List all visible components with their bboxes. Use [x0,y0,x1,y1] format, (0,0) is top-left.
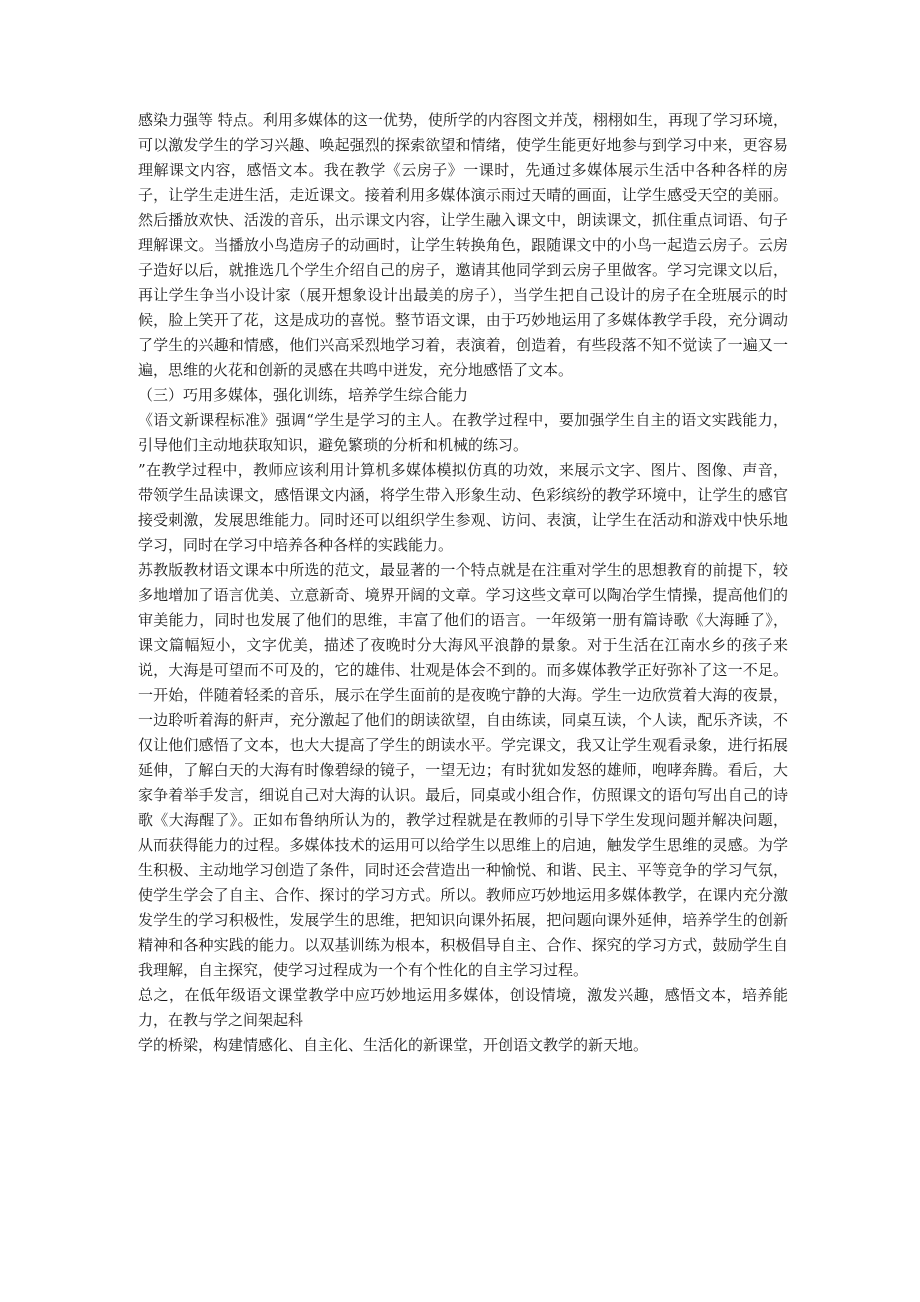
paragraph-textbook-example: 苏教版教材语文课本中所选的范文，最显著的一个特点就是在注重对学生的思想教育的前提下，较多地增加了语言优美、立意新奇、境界开阔的文章。学习这些文章可以陶冶学生情操，提高他们的审美能力，同时也发展了他们的思维，丰富了他们的语言。一年级第一册有篇诗歌《大海睡了》，课文篇幅短小，文字优美，描述了夜晚时分大海风平浪静的景象。对于生活在江南水乡的孩子来说，大海是可望而不可及的，它的雄伟、壮观是体会不到的。而多媒体教学正好弥补了这一不足。一开始，伴随着轻柔的音乐，展示在学生面前的是夜晚宁静的大海。学生一边欣赏着大海的夜景，一边聆听着海的鼾声，充分激起了他们的朗读欲望，自由练读，同桌互读，个人读，配乐齐读，不仅让他们感悟了文本，也大大提高了学生的朗读水平。学完课文，我又让学生观看录象，进行拓展延伸，了解白天的大海有时像碧绿的镜子，一望无边；有时犹如发怒的雄师，咆哮奔腾。看后，大家争着举手发言，细说自己对大海的认识。最后，同桌或小组合作，仿照课文的语句写出自己的诗歌《大海醒了》。正如布鲁纳所认为的，教学过程就是在教师的引导下学生发现问题并解决问题，从而获得能力的过程。多媒体技术的运用可以给学生以思维上的启迪，触发学生思维的灵感。为学生积极、主动地学习创造了条件，同时还会营造出一种愉悦、和谐、民主、平等竞争的学习气氛，使学生学会了自主、合作、探讨的学习方式。所以。教师应巧妙地运用多媒体教学，在课内充分激发学生的学习积极性，发展学生的思维，把知识向课外拓展，把问题向课外延伸，培养学生的创新精神和各种实践的能力。以双基训练为根本，积极倡导自主、合作、探究的学习方式，鼓励学生自我理解，自主探究，使学习过程成为一个有个性化的自主学习过程。 [138,561,788,979]
paragraph-curriculum-standard: 《语文新课程标准》强调“学生是学习的主人。在教学过程中，要加强学生自主的语文实践能力，引导他们主动地获取知识，避免繁琐的分析和机械的练习。 [138,411,788,454]
paragraph-teaching-process: ”在教学过程中，教师应该利用计算机多媒体模拟仿真的功效，来展示文字、图片、图像、声音，带领学生品读课文，感悟课文内涵，将学生带入形象生动、色彩缤纷的教学环境中，让学生的感官接受刺激，发展思维能力。同时还可以组织学生参观、访问、表演，让学生在活动和游戏中快乐地学习，同时在学习中培养各种各样的实践能力。 [138,461,788,554]
section-heading-3: （三）巧用多媒体，强化训练，培养学生综合能力 [138,386,469,404]
document-body [138,108,788,1058]
paragraph-multimedia-advantage: 感染力强等 特点。利用多媒体的这一优势，使所学的内容图文并茂，栩栩如生，再现了学习环境，可以激发学生的学习兴趣、唤起强烈的探索欲望和情绪，使学生能更好地参与到学习中来，更容易理解课文内容，感悟文本。我在教学《云房子》一课时，先通过多媒体展示生活中各种各样的房子，让学生走进生活，走近课文。接着利用多媒体演示雨过天晴的画面，让学生感受天空的美丽。然后播放欢快、活泼的音乐，出示课文内容，让学生融入课文中，朗读课文，抓住重点词语、句子理解课文。当播放小鸟造房子的动画时，让学生转换角色，跟随课文中的小鸟一起造云房子。云房子造好以后，就推选几个学生介绍自己的房子，邀请其他同学到云房子里做客。学习完课文以后，再让学生争当小设计家（展开想象设计出最美的房子），当学生把自己设计的房子在全班展示的时候，脸上笑开了花，这是成功的喜悦。整节语文课，由于巧妙地运用了多媒体教学手段，充分调动了学生的兴趣和情感，他们兴高采烈地学习着，表演着，创造着，有些段落不知不觉读了一遍又一遍，思维的火花和创新的灵感在共鸣中迸发，充分地感悟了文本。 [138,111,788,379]
paragraph-conclusion-continued: 学的桥梁，构建情感化、自主化、生活化的新课堂，开创语文教学的新天地。 [138,1036,649,1054]
paragraph-conclusion: 总之，在低年级语文课堂教学中应巧妙地运用多媒体，创设情境，激发兴趣，感悟文本，培养能力，在教与学之间架起科 [138,986,788,1029]
